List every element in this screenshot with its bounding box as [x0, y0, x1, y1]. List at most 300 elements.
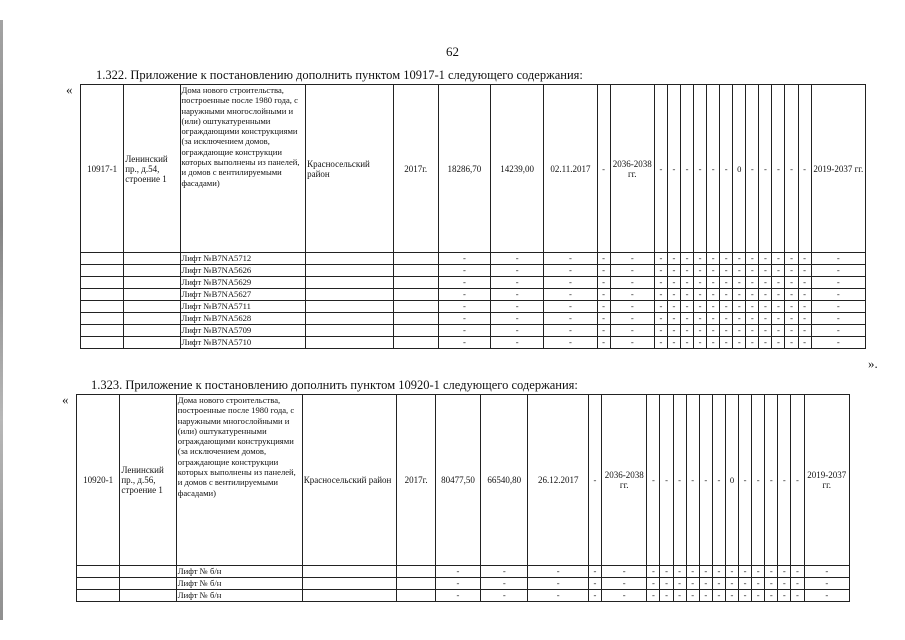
- cell-dash: -: [798, 277, 811, 289]
- cell-dash: -: [811, 277, 865, 289]
- cell-dash: -: [491, 277, 544, 289]
- empty-cell: [124, 253, 180, 265]
- cell-dash: -: [759, 313, 772, 325]
- page-number: 62: [446, 44, 459, 59]
- cell-dash: -: [544, 337, 597, 349]
- empty-cell: [124, 265, 180, 277]
- empty-cell: [81, 313, 124, 325]
- item-id: 10917-1: [81, 85, 124, 253]
- cell-dash: -: [746, 289, 759, 301]
- cell-dash: -: [712, 395, 725, 566]
- cell-dash: -: [597, 277, 610, 289]
- cell-dash: -: [791, 395, 804, 566]
- cell-dash: -: [811, 337, 865, 349]
- lift-label: Лифт №B7NA5710: [180, 337, 306, 349]
- lift-label: Лифт № б/н: [176, 578, 302, 590]
- cell-dash: -: [610, 301, 654, 313]
- cell-dash: -: [785, 265, 798, 277]
- cell-dash: -: [811, 289, 865, 301]
- cell-dash: -: [673, 566, 686, 578]
- cell-dash: -: [610, 253, 654, 265]
- cell-dash: -: [597, 313, 610, 325]
- empty-cell: [81, 325, 124, 337]
- cell-dash: -: [438, 301, 490, 313]
- cell-dash: -: [544, 325, 597, 337]
- cell-dash: -: [588, 566, 601, 578]
- empty-cell: [393, 265, 438, 277]
- cell-dash: -: [707, 277, 720, 289]
- cell-dash: -: [667, 289, 680, 301]
- cell-dash: -: [528, 590, 588, 602]
- item-date: 26.12.2017: [528, 395, 588, 566]
- empty-cell: [306, 253, 393, 265]
- cell-dash: -: [435, 590, 480, 602]
- cell-dash: -: [528, 566, 588, 578]
- empty-cell: [81, 253, 124, 265]
- cell-dash: -: [739, 566, 752, 578]
- lift-row: [81, 325, 866, 337]
- lift-label: Лифт №B7NA5709: [180, 325, 306, 337]
- empty-cell: [124, 277, 180, 289]
- cell-dash: -: [746, 313, 759, 325]
- item-district: Красносельский район: [302, 395, 397, 566]
- cell-dash: -: [752, 590, 765, 602]
- cell-zero: 0: [733, 85, 746, 253]
- cell-dash: -: [680, 313, 693, 325]
- cell-dash: -: [772, 289, 785, 301]
- cell-dash: -: [597, 85, 610, 253]
- cell-dash: -: [654, 85, 667, 253]
- cell-dash: -: [660, 590, 673, 602]
- cell-dash: -: [765, 395, 778, 566]
- cell-dash: -: [772, 301, 785, 313]
- cell-dash: -: [798, 301, 811, 313]
- cell-dash: -: [759, 289, 772, 301]
- cell-dash: -: [610, 265, 654, 277]
- item-description: Дома нового строительства, построенные после 1980 года, с наружными многослойными и (или) оштукатуренными ограждающими конструкциями (за исключением домов, ограждающие конструкции которых выполнены из панелей, и домов с вентилируемыми фасадами): [180, 85, 306, 253]
- cell-dash: -: [811, 265, 865, 277]
- cell-dash: -: [759, 337, 772, 349]
- cell-dash: -: [654, 325, 667, 337]
- lift-row: [81, 301, 866, 313]
- cell-dash: -: [680, 337, 693, 349]
- cell-dash: -: [481, 566, 528, 578]
- cell-dash: -: [588, 578, 601, 590]
- cell-dash: -: [785, 253, 798, 265]
- item-period: 2036-2038 гг.: [610, 85, 654, 253]
- cell-dash: -: [798, 289, 811, 301]
- cell-dash: -: [759, 325, 772, 337]
- close-quote: ».: [868, 356, 878, 371]
- cell-dash: -: [654, 253, 667, 265]
- cell-dash: -: [686, 566, 699, 578]
- cell-dash: -: [654, 313, 667, 325]
- cell-dash: -: [699, 566, 712, 578]
- cell-dash: -: [785, 289, 798, 301]
- cell-dash: -: [707, 301, 720, 313]
- empty-cell: [306, 301, 393, 313]
- cell-dash: -: [699, 578, 712, 590]
- cell-dash: -: [694, 253, 707, 265]
- cell-dash: -: [707, 313, 720, 325]
- empty-cell: [124, 325, 180, 337]
- cell-dash: -: [654, 289, 667, 301]
- cell-dash: -: [772, 313, 785, 325]
- cell-dash: -: [667, 337, 680, 349]
- section-heading-1323: 1.323. Приложение к постановлению дополнить пунктом 10920-1 следующего содержания:: [91, 378, 578, 392]
- cell-dash: -: [778, 395, 791, 566]
- item-district: Красносельский район: [306, 85, 393, 253]
- cell-dash: -: [778, 566, 791, 578]
- cell-dash: -: [680, 277, 693, 289]
- empty-cell: [77, 578, 120, 590]
- lift-row: [81, 253, 866, 265]
- cell-dash: -: [544, 277, 597, 289]
- empty-cell: [124, 337, 180, 349]
- cell-dash: -: [435, 566, 480, 578]
- cell-dash: -: [491, 253, 544, 265]
- cell-dash: -: [544, 301, 597, 313]
- cell-dash: -: [804, 566, 850, 578]
- lift-label: Лифт №B7NA5629: [180, 277, 306, 289]
- empty-cell: [393, 313, 438, 325]
- cell-dash: -: [680, 289, 693, 301]
- cell-dash: -: [667, 301, 680, 313]
- cell-dash: -: [544, 313, 597, 325]
- section-heading-1322: 1.322. Приложение к постановлению дополнить пунктом 10917-1 следующего содержания:: [96, 68, 583, 82]
- cell-dash: -: [772, 253, 785, 265]
- empty-cell: [81, 289, 124, 301]
- cell-dash: -: [597, 337, 610, 349]
- cell-dash: -: [785, 337, 798, 349]
- cell-dash: -: [811, 313, 865, 325]
- lift-label: Лифт № б/н: [176, 590, 302, 602]
- cell-dash: -: [725, 578, 738, 590]
- cell-dash: -: [597, 253, 610, 265]
- empty-cell: [81, 265, 124, 277]
- cell-dash: -: [720, 325, 733, 337]
- cell-dash: -: [765, 590, 778, 602]
- cell-dash: -: [733, 265, 746, 277]
- empty-cell: [120, 578, 176, 590]
- lift-row: [81, 289, 866, 301]
- cell-dash: -: [733, 325, 746, 337]
- cell-dash: -: [654, 277, 667, 289]
- cell-dash: -: [673, 590, 686, 602]
- cell-dash: -: [785, 85, 798, 253]
- cell-dash: -: [491, 337, 544, 349]
- cell-dash: -: [694, 289, 707, 301]
- cell-dash: -: [667, 253, 680, 265]
- empty-cell: [393, 277, 438, 289]
- cell-dash: -: [694, 265, 707, 277]
- cell-dash: -: [765, 578, 778, 590]
- cell-dash: -: [759, 265, 772, 277]
- cell-dash: -: [544, 265, 597, 277]
- lift-label: Лифт №B7NA5627: [180, 289, 306, 301]
- cell-dash: -: [804, 590, 850, 602]
- cell-dash: -: [597, 325, 610, 337]
- cell-dash: -: [667, 265, 680, 277]
- page-edge-shadow: [0, 20, 3, 620]
- empty-cell: [302, 590, 397, 602]
- empty-cell: [120, 590, 176, 602]
- cell-dash: -: [610, 325, 654, 337]
- cell-dash: -: [733, 253, 746, 265]
- lift-row: [81, 337, 866, 349]
- cell-dash: -: [602, 590, 647, 602]
- cell-dash: -: [759, 253, 772, 265]
- item-period: 2036-2038 гг.: [602, 395, 647, 566]
- item-year: 2017г.: [393, 85, 438, 253]
- cell-dash: -: [667, 277, 680, 289]
- cell-dash: -: [438, 289, 490, 301]
- cell-dash: -: [739, 590, 752, 602]
- cell-dash: -: [481, 578, 528, 590]
- empty-cell: [397, 566, 435, 578]
- cell-dash: -: [491, 289, 544, 301]
- cell-dash: -: [610, 277, 654, 289]
- cell-dash: -: [673, 395, 686, 566]
- cell-dash: -: [772, 265, 785, 277]
- cell-dash: -: [772, 85, 785, 253]
- cell-dash: -: [610, 289, 654, 301]
- item-year: 2017г.: [397, 395, 435, 566]
- cell-dash: -: [491, 301, 544, 313]
- lift-rows: [77, 566, 850, 602]
- cell-dash: -: [712, 566, 725, 578]
- cell-dash: -: [759, 277, 772, 289]
- cell-dash: -: [811, 325, 865, 337]
- cell-dash: -: [733, 289, 746, 301]
- empty-cell: [302, 566, 397, 578]
- cell-dash: -: [720, 289, 733, 301]
- cell-dash: -: [733, 337, 746, 349]
- cell-dash: -: [739, 395, 752, 566]
- cell-dash: -: [438, 313, 490, 325]
- cell-dash: -: [597, 265, 610, 277]
- cell-dash: -: [746, 265, 759, 277]
- lift-label: Лифт №B7NA5711: [180, 301, 306, 313]
- cell-dash: -: [798, 325, 811, 337]
- cell-dash: -: [660, 578, 673, 590]
- lift-row: [81, 313, 866, 325]
- item-date: 02.11.2017: [544, 85, 597, 253]
- cell-dash: -: [746, 325, 759, 337]
- cell-dash: -: [694, 85, 707, 253]
- cell-dash: -: [785, 313, 798, 325]
- cell-dash: -: [733, 313, 746, 325]
- cell-dash: -: [680, 265, 693, 277]
- cell-dash: -: [791, 578, 804, 590]
- cell-dash: -: [804, 578, 850, 590]
- cell-dash: -: [791, 566, 804, 578]
- empty-cell: [397, 590, 435, 602]
- cell-dash: -: [785, 325, 798, 337]
- empty-cell: [393, 253, 438, 265]
- cell-dash: -: [725, 590, 738, 602]
- cell-dash: -: [798, 337, 811, 349]
- cell-dash: -: [778, 590, 791, 602]
- cell-dash: -: [660, 395, 673, 566]
- cell-dash: -: [746, 277, 759, 289]
- lift-row: [77, 590, 850, 602]
- cell-dash: -: [785, 277, 798, 289]
- cell-dash: -: [739, 578, 752, 590]
- cell-dash: -: [720, 85, 733, 253]
- cell-dash: -: [720, 277, 733, 289]
- cell-dash: -: [798, 265, 811, 277]
- open-quote: «: [62, 392, 69, 407]
- item-id: 10920-1: [77, 395, 120, 566]
- cell-dash: -: [647, 590, 660, 602]
- cell-dash: -: [811, 301, 865, 313]
- cell-dash: -: [785, 301, 798, 313]
- cell-dash: -: [759, 301, 772, 313]
- empty-cell: [306, 337, 393, 349]
- cell-dash: -: [752, 395, 765, 566]
- cell-dash: -: [772, 337, 785, 349]
- cell-dash: -: [707, 337, 720, 349]
- cell-dash: -: [597, 301, 610, 313]
- cell-dash: -: [694, 325, 707, 337]
- lift-row: [77, 578, 850, 590]
- cell-dash: -: [544, 253, 597, 265]
- cell-dash: -: [778, 578, 791, 590]
- lift-label: Лифт №B7NA5628: [180, 313, 306, 325]
- cell-dash: -: [438, 265, 490, 277]
- cell-dash: -: [680, 301, 693, 313]
- cell-dash: -: [647, 566, 660, 578]
- cell-dash: -: [707, 265, 720, 277]
- cell-dash: -: [491, 313, 544, 325]
- cell-dash: -: [746, 301, 759, 313]
- empty-cell: [81, 277, 124, 289]
- empty-cell: [393, 337, 438, 349]
- cell-dash: -: [680, 325, 693, 337]
- empty-cell: [306, 277, 393, 289]
- lift-row: [77, 566, 850, 578]
- open-quote: «: [66, 82, 73, 97]
- cell-dash: -: [667, 325, 680, 337]
- cell-dash: -: [720, 301, 733, 313]
- lift-rows: [81, 253, 866, 349]
- empty-cell: [393, 289, 438, 301]
- cell-dash: -: [610, 337, 654, 349]
- lift-label: Лифт №B7NA5712: [180, 253, 306, 265]
- cell-dash: -: [694, 277, 707, 289]
- cell-dash: -: [647, 395, 660, 566]
- table-10920-1: [76, 394, 850, 602]
- empty-cell: [306, 289, 393, 301]
- cell-dash: -: [438, 277, 490, 289]
- cell-dash: -: [733, 277, 746, 289]
- empty-cell: [81, 301, 124, 313]
- cell-dash: -: [733, 301, 746, 313]
- empty-cell: [124, 313, 180, 325]
- empty-cell: [393, 301, 438, 313]
- cell-dash: -: [597, 289, 610, 301]
- cell-dash: -: [588, 590, 601, 602]
- cell-dash: -: [765, 566, 778, 578]
- cell-dash: -: [791, 590, 804, 602]
- item-final-period: 2019-2037 гг.: [804, 395, 850, 566]
- cell-dash: -: [438, 337, 490, 349]
- cell-dash: -: [438, 325, 490, 337]
- cell-dash: -: [680, 253, 693, 265]
- cell-dash: -: [654, 265, 667, 277]
- empty-cell: [81, 337, 124, 349]
- cell-dash: -: [725, 566, 738, 578]
- cell-dash: -: [746, 337, 759, 349]
- lift-row: [81, 277, 866, 289]
- empty-cell: [124, 289, 180, 301]
- cell-dash: -: [720, 337, 733, 349]
- cell-dash: -: [435, 578, 480, 590]
- cell-dash: -: [798, 85, 811, 253]
- cell-dash: -: [528, 578, 588, 590]
- cell-dash: -: [667, 85, 680, 253]
- cell-dash: -: [746, 85, 759, 253]
- cell-dash: -: [712, 578, 725, 590]
- cell-dash: -: [686, 578, 699, 590]
- cell-dash: -: [707, 85, 720, 253]
- cell-dash: -: [667, 313, 680, 325]
- empty-cell: [393, 325, 438, 337]
- cell-dash: -: [699, 590, 712, 602]
- cell-dash: -: [772, 277, 785, 289]
- empty-cell: [77, 590, 120, 602]
- cell-dash: -: [694, 313, 707, 325]
- item-final-period: 2019-2037 гг.: [811, 85, 865, 253]
- cell-dash: -: [759, 85, 772, 253]
- item-area-2: 14239,00: [491, 85, 544, 253]
- item-area-2: 66540,80: [481, 395, 528, 566]
- cell-dash: -: [707, 253, 720, 265]
- cell-dash: -: [720, 313, 733, 325]
- cell-dash: -: [660, 566, 673, 578]
- cell-dash: -: [752, 578, 765, 590]
- cell-dash: -: [798, 313, 811, 325]
- lift-label: Лифт №B7NA5626: [180, 265, 306, 277]
- cell-dash: -: [720, 253, 733, 265]
- cell-dash: -: [798, 253, 811, 265]
- cell-dash: -: [610, 313, 654, 325]
- empty-cell: [306, 265, 393, 277]
- cell-dash: -: [588, 395, 601, 566]
- empty-cell: [397, 578, 435, 590]
- cell-dash: -: [699, 395, 712, 566]
- cell-dash: -: [746, 253, 759, 265]
- cell-dash: -: [544, 289, 597, 301]
- table-10917-1: [80, 84, 866, 349]
- cell-dash: -: [491, 325, 544, 337]
- cell-dash: -: [811, 253, 865, 265]
- table-row-main: [81, 85, 866, 253]
- cell-dash: -: [481, 590, 528, 602]
- empty-cell: [302, 578, 397, 590]
- empty-cell: [306, 313, 393, 325]
- lift-label: Лифт № б/н: [176, 566, 302, 578]
- cell-dash: -: [694, 301, 707, 313]
- item-description: Дома нового строительства, построенные после 1980 года, с наружными многослойными и (или) оштукатуренными ограждающими конструкциями (за исключением домов, ограждающие конструкции которых выполнены из панелей, и домов с вентилируемыми фасадами): [176, 395, 302, 566]
- item-address: Ленинский пр., д.54, строение 1: [124, 85, 180, 253]
- cell-dash: -: [680, 85, 693, 253]
- cell-dash: -: [694, 337, 707, 349]
- cell-dash: -: [647, 578, 660, 590]
- cell-dash: -: [654, 337, 667, 349]
- item-area-1: 80477,50: [435, 395, 480, 566]
